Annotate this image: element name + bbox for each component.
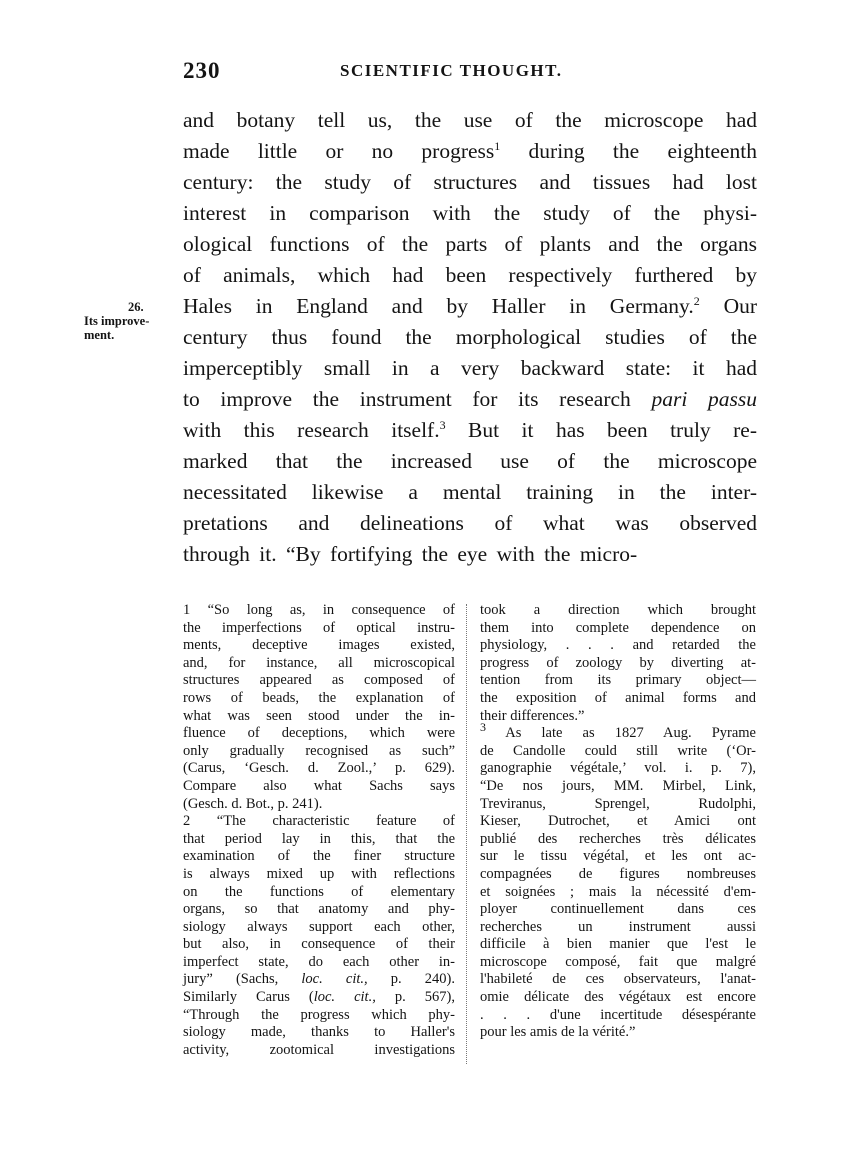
body-line: century thus found the morphological studies of the [183, 325, 757, 349]
body-line-segment: to improve the instrument for its research [183, 387, 631, 411]
footnote-line: microscope composé, fait que malgré [480, 953, 756, 970]
page-header [183, 58, 763, 92]
margin-note-line: Its improve- [84, 314, 150, 328]
footnote-line: sur le tissu végétal, et les ont ac- [480, 848, 756, 865]
footnote-line: only gradually recognised as such” [183, 742, 455, 759]
footnote-line: . . . d'une incertitude désespérante [480, 1006, 756, 1023]
footnote-text: “So long as, in consequence of [207, 602, 456, 618]
body-line [183, 291, 757, 322]
footnote-line: but also, in consequence of their [183, 936, 455, 953]
footnote-line: de Candolle could still write (‘Or- [480, 742, 756, 759]
running-head: SCIENTIFIC THOUGHT. [340, 61, 563, 80]
body-line: imperceptibly small in a very backward state: it had [183, 356, 757, 380]
footnote-line: tention from its primary object— [480, 672, 756, 689]
body-line: interest in comparison with the study of the physi- [183, 201, 757, 225]
body-line [183, 136, 757, 167]
footnote-line: on the functions of elementary [183, 883, 455, 900]
footnote-line: what was seen stood under the in- [183, 707, 455, 724]
footnote-line: ganographie végétale,’ vol. i. p. 7), [480, 760, 756, 777]
body-line: and botany tell us, the use of the microscope had [183, 108, 757, 132]
footnote-ref: 1 [494, 138, 501, 153]
footnote-line: recherches un instrument aussi [480, 918, 756, 935]
body-line: century: the study of structures and tissues had lost [183, 170, 757, 194]
margin-note-line: ment. [84, 328, 115, 342]
footnote-line: took a direction which brought [480, 602, 756, 618]
footnote-line: and, for instance, all microscopical [183, 654, 455, 671]
footnote-line [183, 971, 455, 989]
footnote-line: ments, deceptive images existed, [183, 637, 455, 654]
body-line-segment: But it has been truly re- [468, 418, 757, 442]
body-line-segment: made little or no progress [183, 139, 495, 163]
footnote-line: publié des recherches très délicates [480, 830, 756, 847]
footnote-line: them into complete dependence on [480, 619, 756, 636]
footnote-line [480, 720, 756, 743]
footnote-ref: 3 [439, 417, 446, 432]
italic-citation: loc. cit., [313, 989, 376, 1006]
margin-note-number: 26. [128, 300, 144, 314]
body-line [183, 415, 757, 446]
body-line: marked that the increased use of the microscope [183, 449, 757, 473]
footnote-line: structures appeared as composed of [183, 672, 455, 689]
footnote-line: Compare also what Sachs says [183, 777, 455, 794]
footnote-line: their differences.” [480, 707, 585, 724]
body-line-segment: during the eighteenth [528, 139, 757, 163]
body-line [183, 384, 757, 415]
footnote-line: siology always support each other, [183, 918, 455, 935]
footnotes-left-column [183, 602, 455, 1059]
footnote-line: “De nos jours, MM. Mirbel, Link, [480, 777, 756, 794]
footnote-line: the exposition of animal forms and [480, 689, 756, 706]
footnote-line: (Gesch. d. Bot., p. 241). [183, 795, 323, 812]
body-line: necessitated likewise a mental training in the inter- [183, 480, 757, 504]
body-line: of animals, which had been respectively furthered by [183, 263, 757, 287]
footnote-line: that period lay in this, that the [183, 830, 455, 847]
footnote-line: the imperfections of optical instru- [183, 619, 455, 636]
footnote-line: rows of beads, the explanation of [183, 689, 455, 706]
footnote-line: siology made, thanks to Haller's [183, 1024, 455, 1041]
margin-note [84, 300, 176, 342]
footnote-number: 3 [480, 720, 486, 735]
footnote-line: imperfect state, do each other in- [183, 953, 455, 970]
footnote-line: difficile à bien manier que l'est le [480, 936, 756, 953]
body-line-segment: Hales in England and by Haller in Germany. [183, 294, 694, 318]
footnote-line: compagnées de figures nombreuses [480, 865, 756, 882]
footnote-text: jury” (Sachs, [183, 971, 279, 988]
footnote-text: p. 567), [394, 989, 455, 1006]
italic-citation: loc. cit., [301, 971, 368, 988]
footnote-line [183, 813, 455, 831]
footnote-line: (Carus, ‘Gesch. d. Zool.,’ p. 629). [183, 760, 455, 777]
footnote-line: “Through the progress which phy- [183, 1006, 455, 1023]
footnote-line: ployer continuellement dans ces [480, 901, 756, 918]
italic-phrase: pari passu [651, 387, 758, 411]
body-line-segment: Our [723, 294, 758, 318]
footnote-line: examination of the finer structure [183, 848, 455, 865]
footnotes-right-column [480, 602, 756, 1042]
footnote-line: organs, so that anatomy and phy- [183, 901, 455, 918]
footnote-line [183, 602, 455, 620]
footnote-text: p. 240). [390, 971, 456, 988]
footnote-line: Kieser, Dutrochet, et Amici ont [480, 813, 756, 830]
page-number: 230 [183, 58, 221, 83]
body-text [183, 105, 757, 570]
footnote-line: progress of zoology by diverting at- [480, 654, 756, 671]
footnote-ref: 2 [693, 293, 700, 308]
footnote-number: 1 [183, 602, 191, 618]
column-divider [466, 604, 467, 1064]
footnote-text: Similarly Carus ( [183, 989, 314, 1006]
footnote-line: l'habileté de ces observateurs, l'anat- [480, 971, 756, 988]
footnote-line: omie délicate des végétaux est encore [480, 989, 756, 1006]
body-line: ological functions of the parts of plants and the organs [183, 232, 757, 256]
footnote-number: 2 [183, 813, 191, 830]
footnote-line [183, 989, 455, 1007]
footnote-text: As late as 1827 Aug. Pyrame [505, 725, 756, 742]
body-line: through it. “By fortifying the eye with the micro- [183, 542, 638, 566]
body-line-segment: with this research itself. [183, 418, 440, 442]
footnote-line: Treviranus, Sprengel, Rudolphi, [480, 795, 756, 812]
footnote-line: et soignées ; mais la nécessité d'em- [480, 883, 756, 900]
footnote-line: fluence of deceptions, which were [183, 725, 455, 742]
footnote-line: activity, zootomical investigations [183, 1041, 455, 1058]
footnote-line: physiology, . . . and retarded the [480, 637, 756, 654]
body-line: pretations and delineations of what was observed [183, 511, 757, 535]
footnote-line: is always mixed up with reflections [183, 865, 455, 882]
footnote-line: pour les amis de la vérité.” [480, 1024, 636, 1041]
footnote-text: “The characteristic feature of [216, 813, 455, 830]
